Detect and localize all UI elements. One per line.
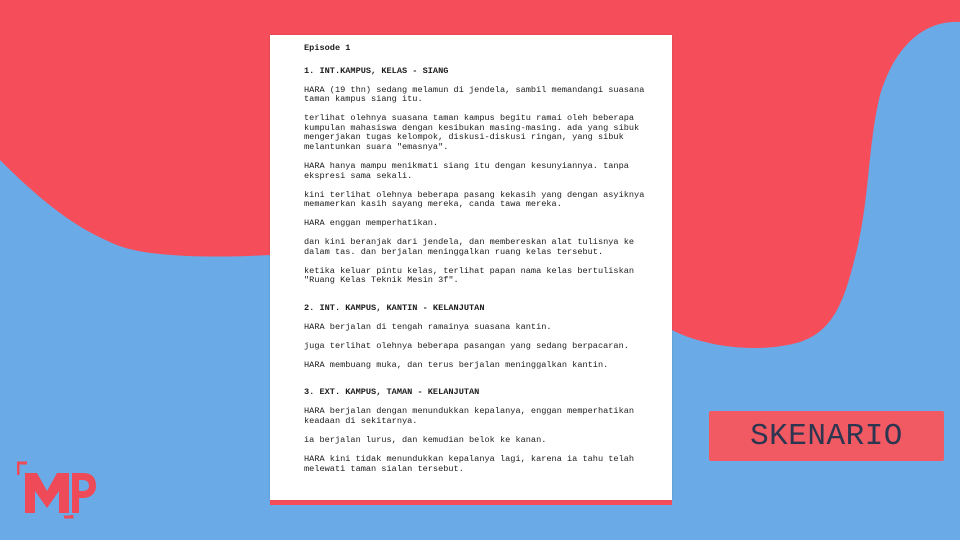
scene-paragraph: ia berjalan lurus, dan kemudian belok ke kanan. [304,434,547,445]
screenplay-page [270,35,672,500]
scene-heading: 3. EXT. KAMPUS, TAMAN - KELANJUTAN [304,387,480,398]
scene-paragraph: terlihat olehnya suasana taman kampus begitu ramai oleh beberapa kumpulan mahasiswa dengan kesibukan masing-masing. ada yang sibuk mengerjakan tugas kelompok, diskusi-diskusi ringan, yang sibuk melantunkan suara "emasnya". [304,113,640,152]
screenplay-text [304,44,654,484]
scene-paragraph: kini terlihat olehnya beberapa pasang kekasih yang dengan asyiknya memamerkan kasih sayang mereka, canda tawa mereka. [304,189,645,210]
mp-logo-icon [17,461,97,519]
logo-letter-m [25,473,69,513]
logo-corner-bottom [64,515,72,517]
scene-paragraph: HARA membuang muka, dan terus berjalan meninggalkan kantin. [304,359,609,370]
scene-paragraph: HARA berjalan di tengah ramainya suasana kantin. [304,321,552,332]
scene-paragraph: HARA hanya mampu menikmati siang itu dengan kesunyiannya. tanpa ekspresi sama sekali. [304,160,629,181]
skenario-badge [709,411,944,461]
logo-letter-p [72,473,96,513]
scene-paragraph: HARA kini tidak menundukkan kepalanya lagi, karena ia tahu telah melewati taman sialan tersebut. [304,453,635,474]
skenario-label: SKENARIO [750,418,903,454]
scene-paragraph: ketika keluar pintu kelas, terlihat papan nama kelas bertuliskan "Ruang Kelas Teknik Mesin 3f". [304,265,635,286]
scene-paragraph: HARA (19 thn) sedang melamun di jendela, sambil memandangi suasana taman kampus siang itu. [304,84,645,105]
episode-title: Episode 1 [304,43,351,53]
scene-paragraph: dan kini beranjak dari jendela, dan membereskan alat tulisnya ke dalam tas. dan berjalan meninggalkan ruang kelas tersebut. [304,237,635,257]
scene-paragraph: juga terlihat olehnya beberapa pasangan yang sedang berpacaran. [304,340,629,351]
scene-paragraph: HARA berjalan dengan menundukkan kepalanya, enggan memperhatikan keadaan di sekitarnya. [304,406,635,426]
scene-heading: 2. INT. KAMPUS, KANTIN - KELANJUTAN [304,302,485,313]
scene-paragraph: HARA enggan memperhatikan. [304,218,439,229]
scene-heading: 1. INT.KAMPUS, KELAS - SIANG [304,65,449,76]
